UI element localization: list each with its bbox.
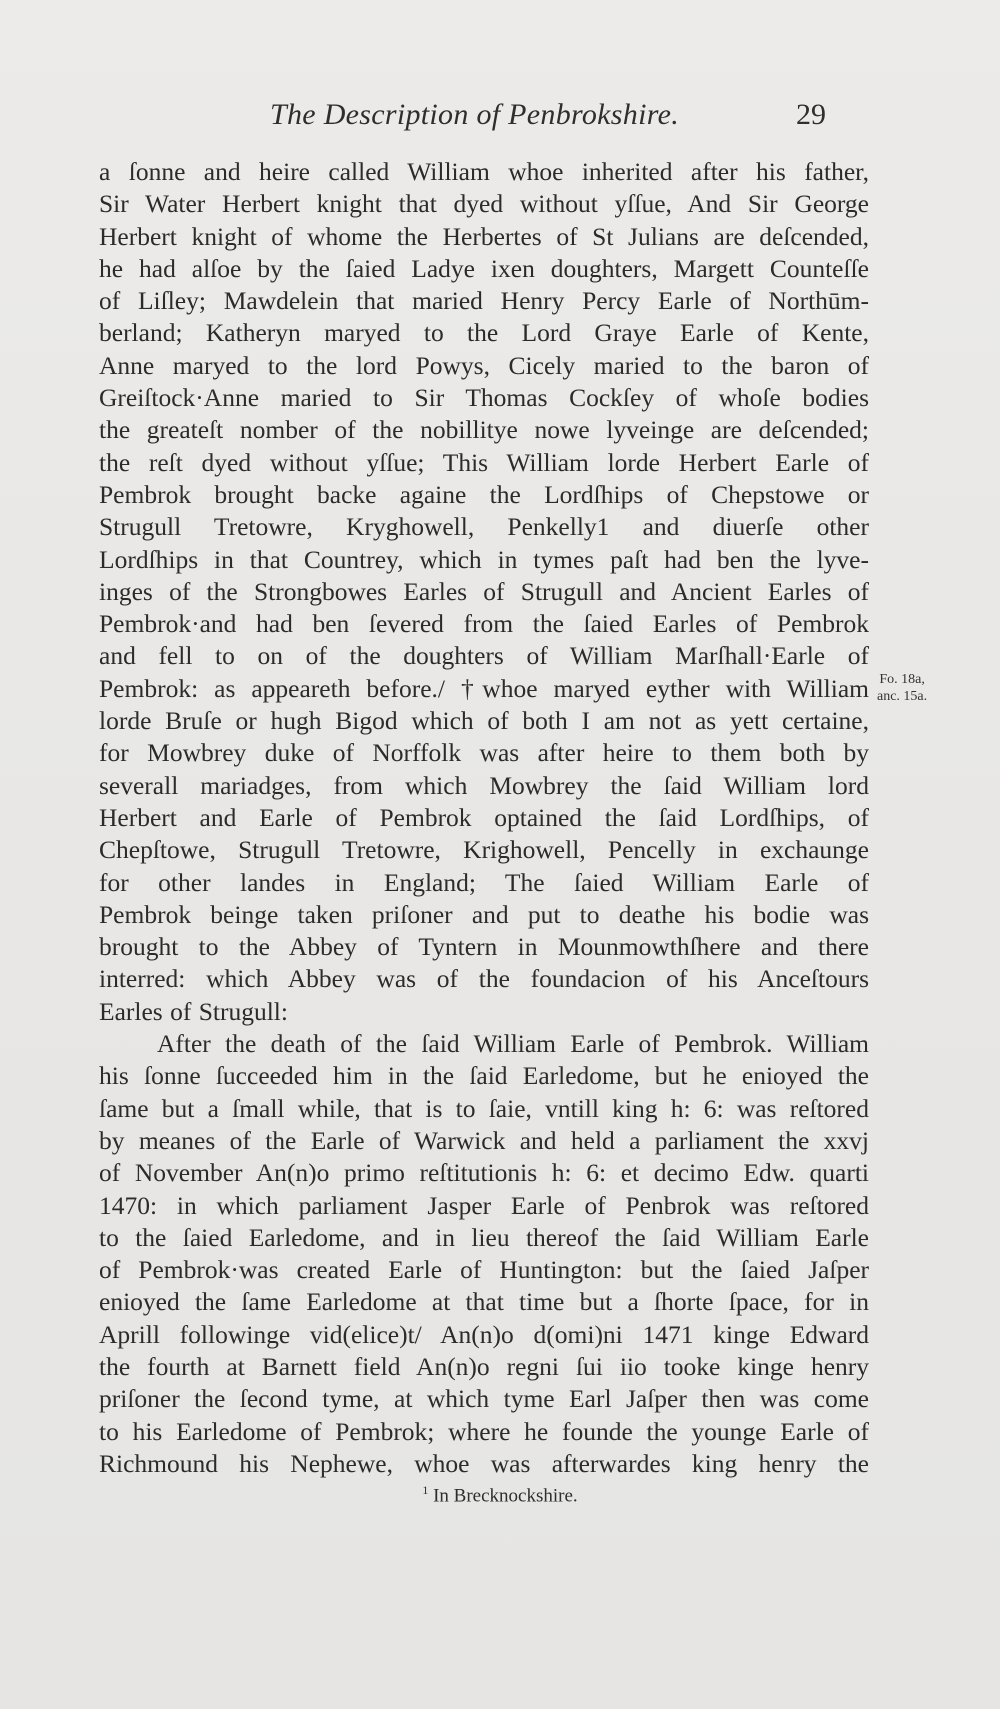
text-line: enioyed the ſame Earledome at that time but a ſhorte ſpace, for in <box>99 1287 869 1317</box>
page-number: 29 <box>796 98 826 131</box>
text-line: the greateſt nomber of the nobillitye nowe lyveinge are deſcended; <box>99 415 869 445</box>
margin-folio-note <box>877 671 927 705</box>
margin-note-line: Fo. 18a, <box>879 672 925 687</box>
footnote <box>0 1483 1000 1507</box>
text-line: his ſonne ſucceeded him in the ſaid Earledome, but he enioyed the <box>99 1061 869 1091</box>
text-line: Pembrok brought backe againe the Lordſhips of Chepstowe or <box>99 479 869 509</box>
text-line: Richmound his Nephewe, whoe was afterwardes king henry the <box>99 1448 869 1478</box>
text-line: of November An(n)o primo reſtitutionis h: 6: et decimo Edw. quarti <box>99 1158 869 1188</box>
text-line: lorde Bruſe or hugh Bigod which of both I am not as yett certaine, <box>99 706 869 736</box>
text-line: Earles of Strugull: <box>99 996 288 1026</box>
text-line: he had alſoe by the ſaied Ladye ixen doughters, Margett Counteſſe <box>99 253 869 283</box>
text-line: After the death of the ſaid William Earle of Pembrok. William <box>157 1029 869 1059</box>
text-line: for Mowbrey duke of Norffolk was after heire to them both by <box>99 738 869 768</box>
text-line: inges of the Strongbowes Earles of Strugull and Ancient Earles of <box>99 576 869 606</box>
running-title: The Description of Penbrokshire. <box>270 98 679 131</box>
body-text <box>99 156 869 1480</box>
text-line: ſame but a ſmall while, that is to ſaie, vntill king h: 6: was reſtored <box>99 1093 869 1123</box>
text-line: Anne maryed to the lord Powys, Cicely maried to the baron of <box>99 350 869 380</box>
text-line: to his Earledome of Pembrok; where he founde the younge Earle of <box>99 1416 869 1446</box>
margin-note-line: anc. 15a. <box>877 689 928 704</box>
text-line: severall mariadges, from which Mowbrey the ſaid William lord <box>99 770 869 800</box>
text-line: Pembrok beinge taken priſoner and put to deathe his bodie was <box>99 899 869 929</box>
text-line: 1470: in which parliament Jasper Earle of Penbrok was reſtored <box>99 1190 869 1220</box>
text-line: Herbert knight of whome the Herbertes of St Julians are deſcended, <box>99 221 869 251</box>
footnote-marker: 1 <box>422 1483 429 1497</box>
text-line: of Pembrok·was created Earle of Huntington: but the ſaied Jaſper <box>99 1255 869 1285</box>
text-line: brought to the Abbey of Tyntern in Mounmowthſhere and there <box>99 932 869 962</box>
text-line: by meanes of the Earle of Warwick and held a parliament the xxvj <box>99 1125 869 1155</box>
text-line: the reſt dyed without yſſue; This William lorde Herbert Earle of <box>99 447 869 477</box>
text-line: Pembrok·and had ben ſevered from the ſaied Earles of Pembrok <box>99 609 869 639</box>
text-line: berland; Katheryn maryed to the Lord Graye Earle of Kente, <box>99 318 869 348</box>
text-line: interred: which Abbey was of the foundacion of his Anceſtours <box>99 964 869 994</box>
text-line: Sir Water Herbert knight that dyed without yſſue, And Sir George <box>99 189 869 219</box>
text-line: priſoner the ſecond tyme, at which tyme Earl Jaſper then was come <box>99 1384 869 1414</box>
text-line: Chepſtowe, Strugull Tretowre, Krighowell, Pencelly in exchaunge <box>99 835 869 865</box>
text-line: to the ſaied Earledome, and in lieu thereof the ſaid William Earle <box>99 1222 869 1252</box>
text-line: for other landes in England; The ſaied William Earle of <box>99 867 869 897</box>
text-line: Aprill followinge vid(elice)t/ An(n)o d(omi)ni 1471 kinge Edward <box>99 1319 869 1349</box>
footnote-text: In Brecknockshire. <box>433 1485 578 1507</box>
text-line: a ſonne and heire called William whoe inherited after his father, <box>99 157 869 186</box>
text-line: of Liſley; Mawdelein that maried Henry Percy Earle of Northūm- <box>99 286 869 316</box>
text-line: Strugull Tretowre, Kryghowell, Penkelly1 and diuerſe other <box>99 512 869 542</box>
text-line: the fourth at Barnett field An(n)o regni ſui iio tooke kinge henry <box>99 1351 869 1381</box>
text-line: Lordſhips in that Countrey, which in tymes paſt had ben the lyve- <box>99 544 869 574</box>
text-line: Pembrok: as appeareth before./ †whoe maryed eyther with William <box>99 673 869 703</box>
text-line: and fell to on of the doughters of William Marſhall·Earle of <box>99 641 869 671</box>
text-line: Greiſtock·Anne maried to Sir Thomas Cockſey of whoſe bodies <box>99 383 869 413</box>
text-line: Herbert and Earle of Pembrok optained the ſaid Lordſhips, of <box>99 802 869 832</box>
